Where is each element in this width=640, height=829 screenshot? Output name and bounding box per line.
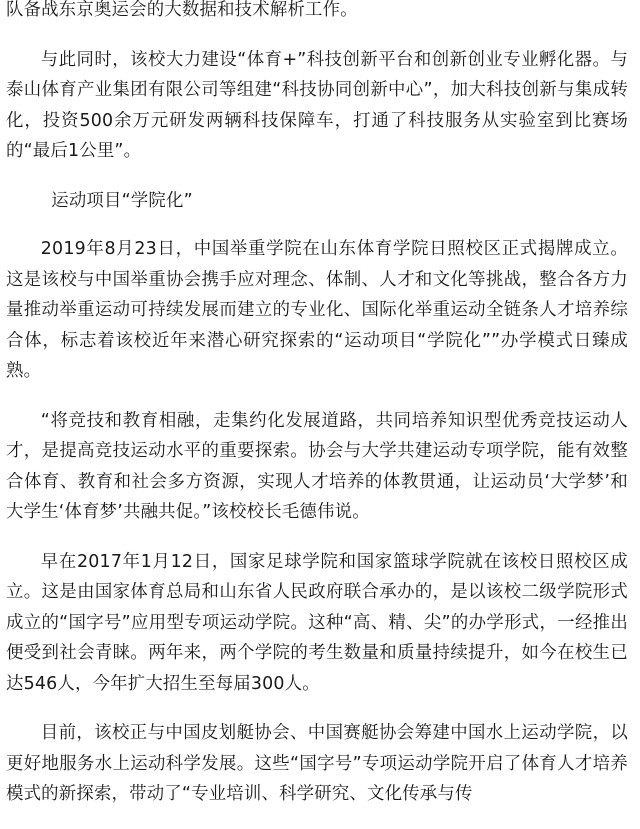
paragraph-water-sports: 目前，该校正与中国皮划艇协会、中国赛艇协会筹建中国水上运动学院，以更好地服务水上运动科学发展。这些“国字号”专项运动学院开启了体育人才培养模式的新探索，带动了“专业培训、科学研究、文化传承与传 xyxy=(6,723,628,804)
section-heading: 运动项目“学院化” xyxy=(51,190,193,211)
paragraph-olympics-data: 队备战东京奥运会的大数据和技术解析工作。 xyxy=(6,0,358,20)
paragraph-president-quote: “将竞技和教育相融，走集约化发展道路，共同培养知识型优秀竞技运动人才，是提高竞技运动水平的重要探索。协会与大学共建运动专项学院，能有效整合体育、教育和社会多方资源，实现人才培养的体教贯通，让运动员‘大学梦’和大学生‘体育梦’共融共促。”该校校长毛德伟说。 xyxy=(6,410,628,522)
paragraph-weightlifting-academy: 2019年8月23日，中国举重学院在山东体育学院日照校区正式揭牌成立。这是该校与中国举重协会携手应对理念、体制、人才和文化等挑战，整合各方力量推动举重运动可持续发展而建立的专业化、国际化举重运动全链条人才培养综合体，标志着该校近年来潜心研究探索的“运动项目“学院化””办学模式日臻成熟。 xyxy=(6,239,628,381)
paragraph-football-basketball: 早在2017年1月12日，国家足球学院和国家篮球学院就在该校日照校区成立。这是由国家体育总局和山东省人民政府联合承办的，是以该校二级学院形式成立的“国字号”应用型专项运动学院。这种“高、精、尖”的办学形式，一经推出便受到社会青睐。两年来，两个学院的考生数量和质量持续提升，如今在校生已达546人，今年扩大招生至每届300人。 xyxy=(6,551,628,694)
paragraph-innovation-platform: 与此同时，该校大力建设“体育+”科技创新平台和创新创业专业孵化器。与泰山体育产业集团有限公司等组建“科技协同创新中心”，加大科技创新与集成转化，投资500余万元研发两辆科技保障车，打通了科技服务从实验室到比赛场的“最后1公里”。 xyxy=(6,49,628,161)
